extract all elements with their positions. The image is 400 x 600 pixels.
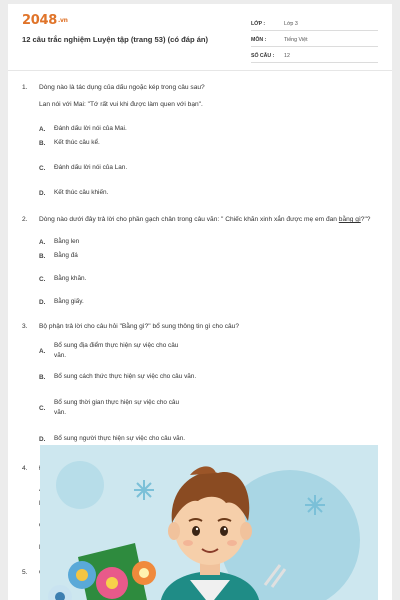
answer-option-c[interactable]: C. Bổ sung thời gian thực hiện sự việc cho câu văn. bbox=[39, 399, 180, 416]
meta-value: 12 bbox=[284, 53, 290, 59]
answer-option-a[interactable]: A. Bổ sung địa điểm thực hiện sự việc cho câu văn. bbox=[39, 342, 179, 359]
page-header bbox=[8, 4, 392, 66]
answer-options bbox=[39, 338, 382, 452]
answer-option-b[interactable]: B. Kết thúc câu kể. bbox=[39, 139, 100, 147]
boy-ear bbox=[240, 522, 252, 540]
answer-option-d[interactable]: D. Bổ sung người thực hiện sự việc cho câu văn. bbox=[39, 435, 186, 443]
question-number: 3. bbox=[22, 323, 28, 330]
meta-label: SỐ CÂU : bbox=[251, 53, 275, 59]
answer-options bbox=[39, 122, 382, 200]
meta-value: Lớp 3 bbox=[284, 21, 298, 27]
question-text: Dòng nào dưới đây trả lời cho phần gạch chân trong câu văn: " Chiếc khăn xinh xắn được mẹ em đan bằng gì?"? bbox=[39, 216, 371, 223]
question-text: Bộ phận trả lời cho câu hỏi "Bằng gì?" bổ sung thông tin gì cho câu? bbox=[39, 323, 239, 330]
boy-eye bbox=[192, 526, 200, 536]
meta-row-subject bbox=[251, 31, 378, 47]
meta-row-grade bbox=[251, 15, 378, 31]
question-number: 4. bbox=[22, 465, 28, 472]
meta-label: MÔN : bbox=[251, 37, 267, 43]
page-title: 12 câu trắc nghiệm Luyện tập (trang 53) (có đáp án) bbox=[22, 35, 209, 44]
snowflake-icon bbox=[134, 480, 154, 500]
question-quote: Lan nói với Mai: "Tớ rất vui khi được làm quen với bạn". bbox=[39, 101, 203, 108]
paper-flower-icon bbox=[96, 567, 128, 599]
answer-option-c[interactable]: C. Bằng khăn. bbox=[39, 275, 87, 283]
answer-option-d[interactable]: D. Bằng giấy. bbox=[39, 298, 84, 306]
background-circle bbox=[56, 461, 104, 509]
question-text: Dòng nào là tác dụng của dấu ngoặc kép trong câu sau? bbox=[39, 84, 205, 91]
answer-options bbox=[39, 235, 382, 309]
answer-option-b[interactable]: B. Bằng đá bbox=[39, 252, 78, 260]
boy-ear bbox=[168, 522, 180, 540]
meta-info bbox=[251, 15, 378, 63]
worksheet-page bbox=[8, 4, 392, 600]
question-number: 1. bbox=[22, 84, 28, 91]
question-2 bbox=[22, 215, 382, 309]
question-number: 2. bbox=[22, 216, 28, 223]
header-divider bbox=[8, 70, 392, 71]
answer-option-a[interactable]: A. Bằng len bbox=[39, 238, 80, 246]
paper-flower-icon bbox=[68, 561, 96, 589]
answer-option-a[interactable]: A. Đánh dấu lời nói của Mai. bbox=[39, 125, 127, 133]
question-illustration bbox=[40, 445, 378, 600]
underlined-phrase: bằng gì bbox=[338, 216, 361, 223]
meta-value: Tiếng Việt bbox=[284, 37, 308, 43]
answer-option-b[interactable]: B. Bổ sung cách thức thực hiện sự việc cho câu văn. bbox=[39, 373, 197, 381]
boy-eye bbox=[220, 526, 228, 536]
question-1 bbox=[22, 83, 382, 200]
paper-flower-icon bbox=[132, 561, 156, 585]
question-3 bbox=[22, 322, 382, 452]
meta-row-count bbox=[251, 47, 378, 63]
boy-drawing-illustration bbox=[40, 445, 378, 600]
meta-label: LỚP : bbox=[251, 21, 266, 27]
question-number: 5. bbox=[22, 569, 28, 576]
site-logo[interactable]: 2048.vn bbox=[22, 13, 68, 28]
snowflake-icon bbox=[305, 495, 325, 515]
answer-option-c[interactable]: C. Đánh dấu lời nói của Lan. bbox=[39, 164, 128, 172]
answer-option-d[interactable]: D. Kết thúc câu khiến. bbox=[39, 189, 109, 197]
